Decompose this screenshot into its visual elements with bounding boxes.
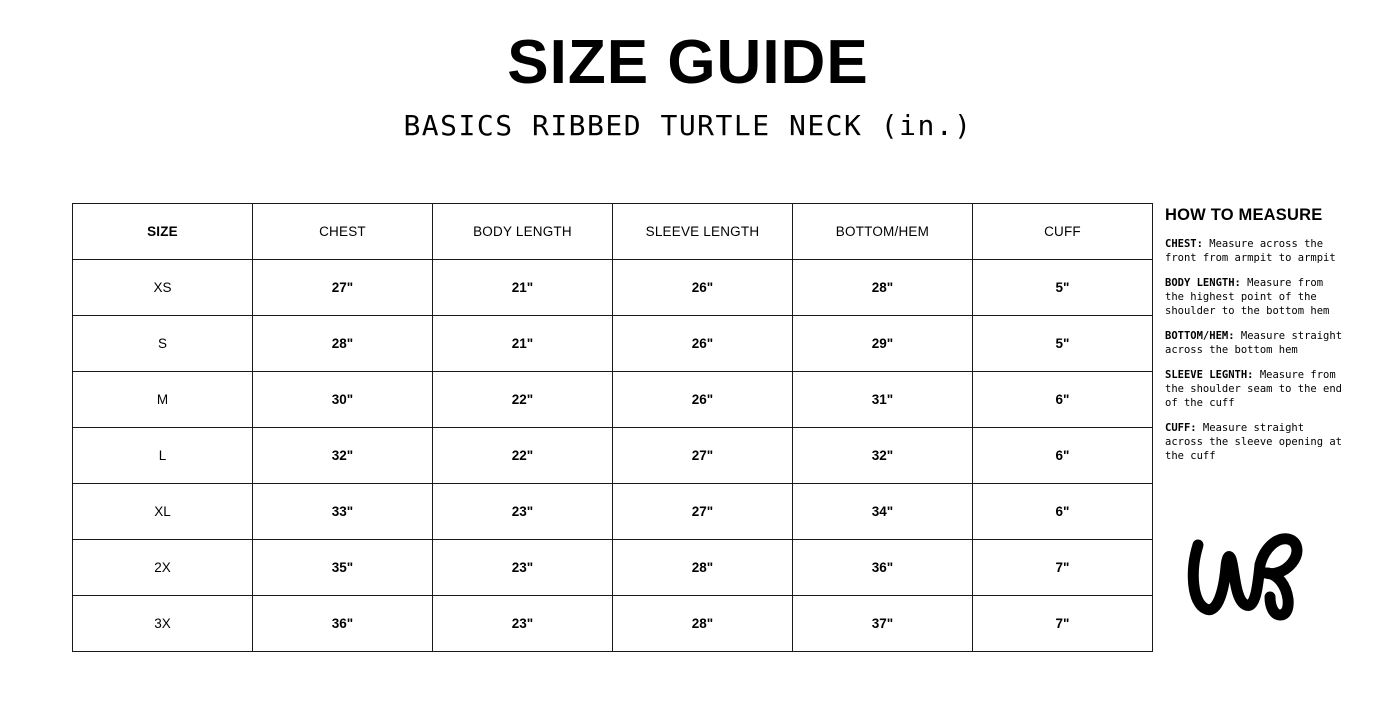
table-row — [73, 428, 1153, 484]
column-header-chest: CHEST — [252, 204, 432, 260]
cell-body-length: 23" — [432, 484, 612, 540]
size-table-container — [72, 203, 1153, 652]
cell-chest: 35" — [252, 540, 432, 596]
cell-chest: 32" — [252, 428, 432, 484]
cell-chest: 28" — [252, 316, 432, 372]
how-to-measure-panel — [1165, 203, 1345, 473]
cell-bottom-hem: 31" — [792, 372, 972, 428]
brand-script-logo — [1180, 523, 1320, 633]
cell-body-length: 22" — [432, 428, 612, 484]
cell-bottom-hem: 32" — [792, 428, 972, 484]
cell-cuff: 6" — [972, 484, 1152, 540]
measure-text-cuff: Measure straight across the sleeve opening at the cuff — [1165, 421, 1343, 463]
measure-item-sleeve-length — [1165, 368, 1345, 411]
measure-item-chest — [1165, 237, 1345, 265]
cell-body-length: 21" — [432, 316, 612, 372]
cell-size: S — [73, 316, 253, 372]
table-header-row — [73, 204, 1153, 260]
cell-bottom-hem: 28" — [792, 260, 972, 316]
measure-text-bottom-hem: Measure straight across the bottom hem — [1165, 329, 1343, 357]
cell-sleeve-length: 28" — [612, 540, 792, 596]
cell-sleeve-length: 26" — [612, 372, 792, 428]
table-header — [73, 204, 1153, 260]
cell-cuff: 7" — [972, 596, 1152, 652]
table-row — [73, 316, 1153, 372]
cell-cuff: 6" — [972, 428, 1152, 484]
cell-cuff: 7" — [972, 540, 1152, 596]
cell-bottom-hem: 34" — [792, 484, 972, 540]
cell-chest: 33" — [252, 484, 432, 540]
cell-body-length: 22" — [432, 372, 612, 428]
table-row — [73, 484, 1153, 540]
cell-size: 2X — [73, 540, 253, 596]
cell-size: M — [73, 372, 253, 428]
measure-item-cuff — [1165, 421, 1345, 464]
size-table — [72, 203, 1153, 652]
table-row — [73, 372, 1153, 428]
page-header — [0, 0, 1376, 142]
cell-size: L — [73, 428, 253, 484]
cell-chest: 30" — [252, 372, 432, 428]
measure-text-sleeve-length: Measure from the shoulder seam to the end of the cuff — [1165, 368, 1343, 410]
cell-chest: 27" — [252, 260, 432, 316]
table-row — [73, 540, 1153, 596]
cell-sleeve-length: 27" — [612, 428, 792, 484]
column-header-sleeve-length: SLEEVE LENGTH — [612, 204, 792, 260]
cell-cuff: 5" — [972, 316, 1152, 372]
cell-sleeve-length: 26" — [612, 260, 792, 316]
cell-cuff: 6" — [972, 372, 1152, 428]
cell-bottom-hem: 36" — [792, 540, 972, 596]
measure-term-sleeve-length: SLEEVE LEGNTH: — [1165, 368, 1254, 381]
cell-size: XS — [73, 260, 253, 316]
cell-size: XL — [73, 484, 253, 540]
cell-sleeve-length: 28" — [612, 596, 792, 652]
measure-text-chest: Measure across the front from armpit to armpit — [1165, 238, 1336, 265]
cell-body-length: 21" — [432, 260, 612, 316]
cell-sleeve-length: 26" — [612, 316, 792, 372]
column-header-bottom-hem: BOTTOM/HEM — [792, 204, 972, 260]
column-header-body-length: BODY LENGTH — [432, 204, 612, 260]
cell-cuff: 5" — [972, 260, 1152, 316]
cell-chest: 36" — [252, 596, 432, 652]
measure-text-body-length: Measure from the highest point of the shoulder to the bottom hem — [1165, 276, 1330, 318]
cell-bottom-hem: 37" — [792, 596, 972, 652]
measure-term-cuff: CUFF: — [1165, 421, 1197, 434]
column-header-size: SIZE — [73, 204, 253, 260]
measure-item-bottom-hem — [1165, 329, 1345, 357]
cell-sleeve-length: 27" — [612, 484, 792, 540]
measure-term-body-length: BODY LENGTH: — [1165, 276, 1241, 289]
cell-body-length: 23" — [432, 596, 612, 652]
table-row — [73, 260, 1153, 316]
column-header-cuff: CUFF — [972, 204, 1152, 260]
how-to-measure-heading: HOW TO MEASURE — [1165, 206, 1323, 224]
table-body — [73, 260, 1153, 652]
cell-size: 3X — [73, 596, 253, 652]
table-row — [73, 596, 1153, 652]
measure-term-bottom-hem: BOTTOM/HEM: — [1165, 329, 1235, 342]
page-subtitle: BASICS RIBBED TURTLE NECK (in.) — [403, 109, 973, 143]
measure-item-body-length — [1165, 276, 1345, 319]
cell-body-length: 23" — [432, 540, 612, 596]
measure-term-chest: CHEST: — [1165, 238, 1203, 250]
cell-bottom-hem: 29" — [792, 316, 972, 372]
page-title: SIZE GUIDE — [507, 28, 869, 97]
